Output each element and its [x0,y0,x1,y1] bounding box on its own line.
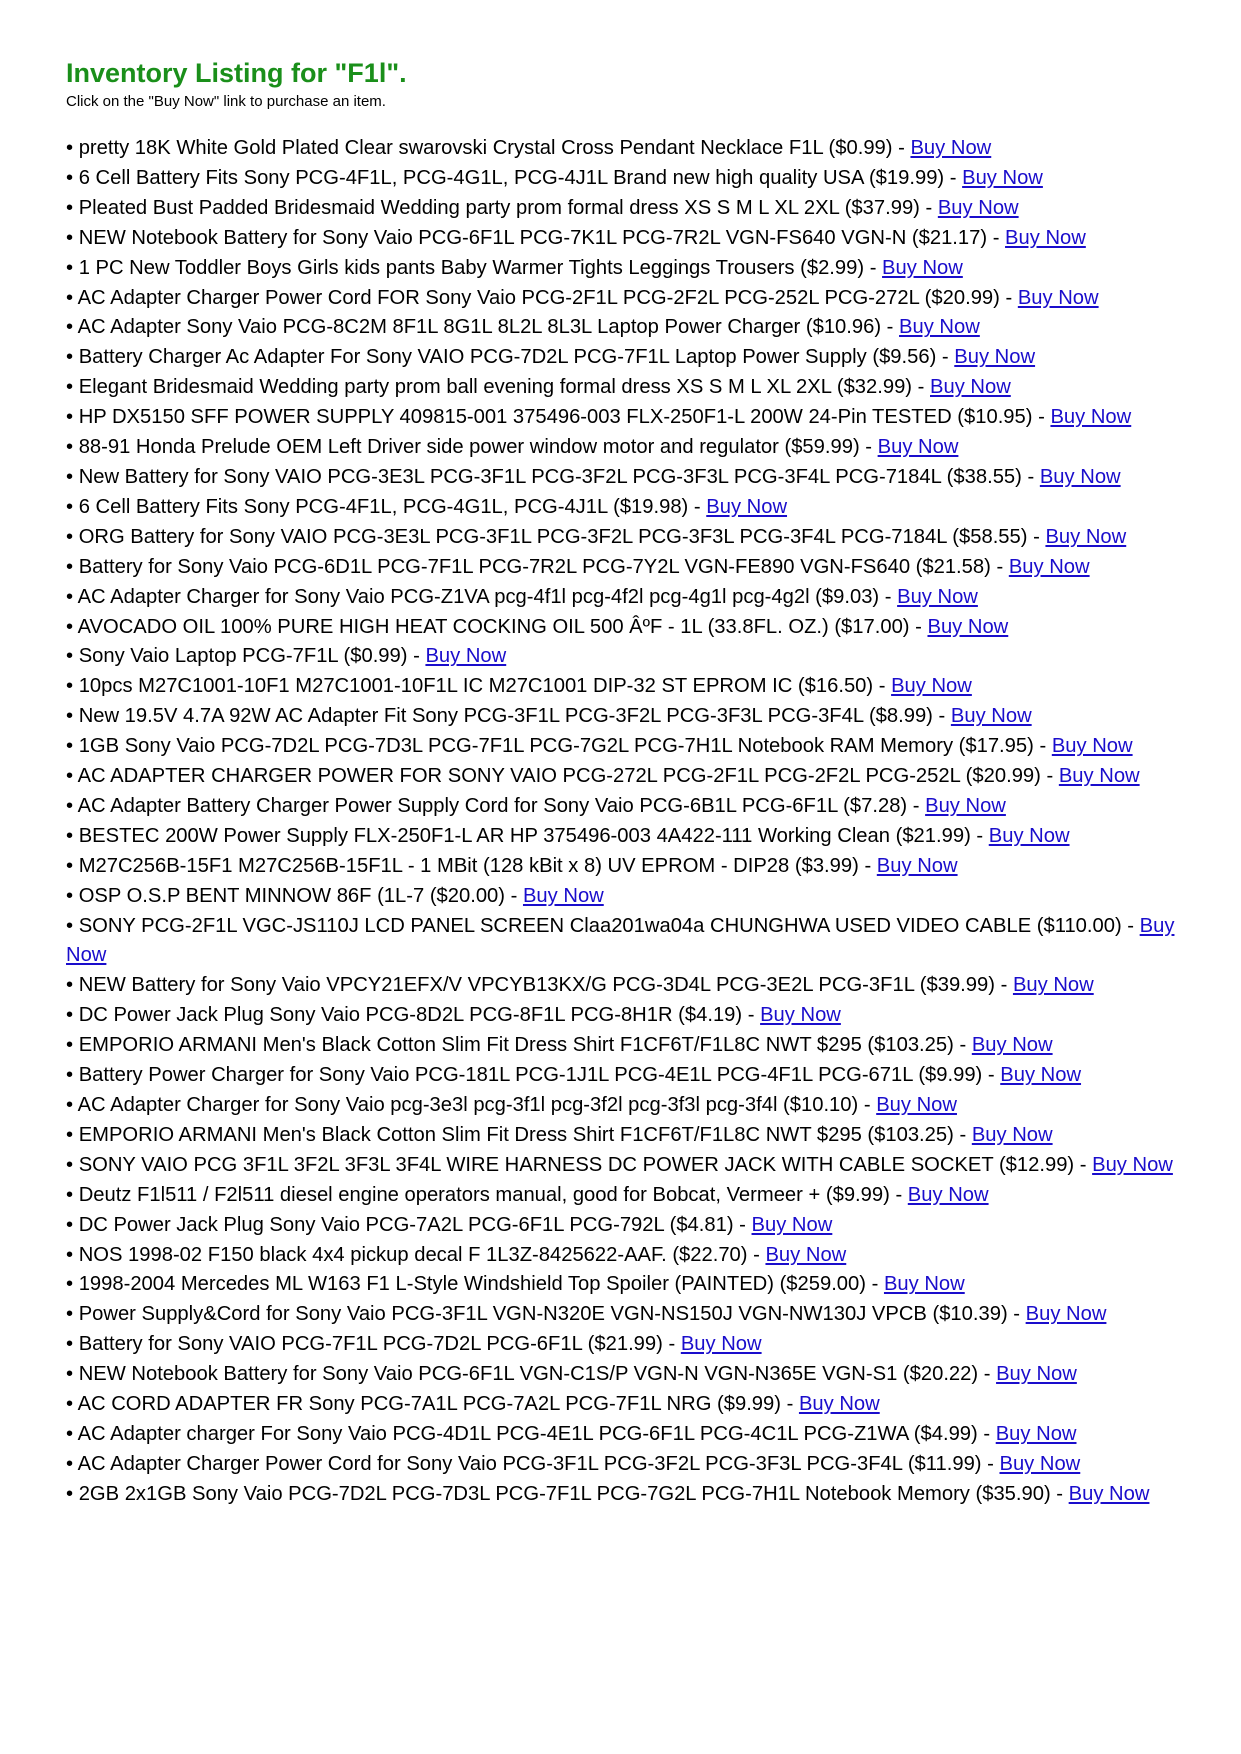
buy-now-link[interactable]: Buy Now [680,1333,762,1356]
list-item [66,1031,1186,1061]
item-description: 6 Cell Battery Fits Sony PCG-4F1L, PCG-4G1L, PCG-4J1L Brand new high quality USA ($19.99) [78,166,945,189]
buy-now-link[interactable]: Buy Now [1012,974,1094,997]
item-description: AVOCADO OIL 100% PURE HIGH HEAT COCKING OIL 500 ÂºF - 1L (33.8FL. OZ.) ($17.00) [77,615,910,638]
buy-now-link[interactable]: Buy Now [899,316,980,339]
buy-now-link[interactable]: Buy Now [876,1094,957,1116]
bullet: • [66,1363,74,1386]
separator: - [990,555,1009,578]
separator: - [936,346,955,369]
list-item [66,642,1186,672]
separator: - [873,675,892,698]
buy-now-link[interactable]: Buy Now [950,705,1032,728]
item-description: 88-91 Honda Prelude OEM Left Driver side power window motor and regulator ($59.99) [78,436,860,459]
list-item [66,762,1186,792]
item-description: SONY PCG-2F1L VGC-JS110J LCD PANEL SCREEN Claa201wa04a CHUNGHWA USED VIDEO CABLE ($110.00) [78,914,1122,937]
list-item [66,1480,1186,1510]
buy-now-link[interactable]: Buy Now [988,824,1070,847]
list-item [66,1151,1186,1181]
separator: - [970,824,989,847]
separator: - [1032,406,1051,429]
separator: - [688,495,707,518]
item-description: HP DX5150 SFF POWER SUPPLY 409815-001 375496-003 FLX-250F1-L 200W 24-Pin TESTED ($10.95) [78,406,1033,429]
buy-now-link[interactable]: Buy Now [1005,226,1086,249]
buy-now-link[interactable]: Buy Now [425,645,507,668]
separator: - [879,585,898,608]
bullet: • [66,286,74,309]
buy-now-link[interactable]: Buy Now [877,436,959,459]
buy-now-link[interactable]: Buy Now [1039,465,1121,488]
bullet: • [66,1333,74,1356]
buy-now-link[interactable]: Buy Now [1000,1064,1082,1087]
buy-now-link[interactable]: Buy Now [907,1183,989,1206]
buy-now-link[interactable]: Buy Now [1008,555,1090,578]
list-item [66,284,1186,314]
item-description: pretty 18K White Gold Plated Clear swarovski Crystal Cross Pendant Necklace F1L ($0.99) [78,137,893,159]
bullet: • [66,226,74,249]
separator: - [733,1213,752,1236]
buy-now-link[interactable]: Buy Now [760,1004,841,1027]
list-item [66,343,1186,373]
item-description: EMPORIO ARMANI Men's Black Cotton Slim Fit Dress Shirt F1CF6T/F1L8C NWT $295 ($103.25) [78,1034,954,1057]
item-description: 2GB 2x1GB Sony Vaio PCG-7D2L PCG-7D3L PCG-7F1L PCG-7G2L PCG-7H1L Notebook Memory ($35.90) [78,1482,1051,1505]
bullet: • [66,1243,74,1266]
item-description: Battery for Sony VAIO PCG-7F1L PCG-7D2L PCG-6F1L ($21.99) [78,1333,663,1356]
separator: - [907,794,926,817]
list-item [66,433,1186,463]
buy-now-link[interactable]: Buy Now [798,1393,880,1416]
item-description: 6 Cell Battery Fits Sony PCG-4F1L, PCG-4G1L, PCG-4J1L ($19.98) [78,495,689,518]
bullet: • [66,346,74,369]
list-item [66,1181,1186,1211]
item-description: Elegant Bridesmaid Wedding party prom ball evening formal dress XS S M L XL 2XL ($32.99) [78,376,913,399]
list-item [66,1450,1186,1480]
bullet: • [66,914,74,937]
bullet: • [66,166,74,189]
page-title: Inventory Listing for "F1l". [66,58,407,88]
list-item [66,1390,1186,1420]
buy-now-link[interactable]: Buy Now [66,914,1175,967]
list-item [66,553,1186,583]
buy-now-link[interactable]: Buy Now [962,166,1043,189]
list-item [66,164,1186,194]
list-item [66,373,1186,403]
separator: - [742,1004,761,1027]
separator: - [407,645,426,668]
separator: - [953,1123,972,1146]
bullet: • [66,1303,74,1326]
buy-now-link[interactable]: Buy Now [1068,1482,1150,1505]
buy-now-link[interactable]: Buy Now [1045,525,1127,548]
bullet: • [66,376,74,399]
buy-now-link[interactable]: Buy Now [954,346,1036,369]
list-item [66,1061,1186,1091]
bullet: • [66,824,74,847]
list-item [66,1300,1186,1330]
separator: - [1074,1153,1093,1176]
separator: - [994,974,1013,997]
bullet: • [66,1213,74,1236]
item-description: AC Adapter Sony Vaio PCG-8C2M 8F1L 8G1L 8L2L 8L3L Laptop Power Charger ($10.96) [77,316,882,339]
item-description: Pleated Bust Padded Bridesmaid Wedding party prom formal dress XS S M L XL 2XL ($37.99) [78,196,920,219]
bullet: • [66,884,74,907]
separator: - [780,1393,799,1416]
bullet: • [66,1482,74,1505]
separator: - [999,286,1018,309]
bullet: • [66,256,74,279]
item-description: Battery Power Charger for Sony Vaio PCG-181L PCG-1J1L PCG-4E1L PCG-4F1L PCG-671L ($9.99) [78,1064,983,1087]
item-description: Battery for Sony Vaio PCG-6D1L PCG-7F1L PCG-7R2L PCG-7Y2L VGN-FE890 VGN-FS640 ($21.58) [78,555,991,578]
bullet: • [66,495,74,518]
separator: - [1121,914,1140,937]
list-item [66,613,1186,643]
separator: - [858,854,877,877]
list-item [66,1420,1186,1450]
item-description: Power Supply&Cord for Sony Vaio PCG-3F1L VGN-N320E VGN-NS150J VGN-NW130J VPCB ($10.39) [78,1303,1008,1326]
list-item [66,134,1186,164]
bullet: • [66,615,74,638]
separator: - [977,1422,996,1445]
separator: - [892,137,911,159]
list-item [66,523,1186,553]
buy-now-link[interactable]: Buy Now [891,675,972,698]
list-item [66,493,1186,523]
separator: - [987,226,1006,249]
buy-now-link[interactable]: Buy Now [1058,765,1140,788]
bullet: • [66,1273,74,1296]
separator: - [953,1034,972,1057]
bullet: • [66,436,74,459]
separator: - [944,166,963,189]
list-item [66,194,1186,224]
list-item [66,254,1186,284]
item-description: 10pcs M27C1001-10F1 M27C1001-10F1L IC M27C1001 DIP-32 ST EPROM IC ($16.50) [78,675,874,698]
bullet: • [66,585,74,608]
list-item [66,672,1186,702]
bullet: • [66,794,74,817]
list-item [66,1270,1186,1300]
buy-now-link[interactable]: Buy Now [995,1422,1077,1445]
page-subtitle: Click on the "Buy Now" link to purchase an item. [66,93,386,110]
list-item [66,1091,1186,1121]
list-item [66,822,1186,852]
item-description: New Battery for Sony VAIO PCG-3E3L PCG-3F1L PCG-3F2L PCG-3F3L PCG-3F4L PCG-7184L ($38.55) [78,465,1022,488]
buy-now-link[interactable]: Buy Now [706,495,788,518]
list-item [66,1360,1186,1390]
item-description: AC CORD ADAPTER FR Sony PCG-7A1L PCG-7A2L PCG-7F1L NRG ($9.99) [77,1393,781,1416]
bullet: • [66,735,74,758]
list-item [66,1241,1186,1271]
buy-now-link[interactable]: Buy Now [897,585,978,608]
bullet: • [66,854,74,877]
item-description: Deutz F1l511 / F2l511 diesel engine operators manual, good for Bobcat, Vermeer + ($9.99) [78,1183,890,1206]
buy-now-link[interactable]: Buy Now [1050,406,1132,429]
separator: - [864,256,883,279]
list-item [66,1121,1186,1151]
bullet: • [66,675,74,698]
separator: - [747,1243,766,1266]
buy-now-link[interactable]: Buy Now [522,884,604,907]
separator: - [932,705,951,728]
buy-now-link[interactable]: Buy Now [937,196,1019,219]
item-description: NEW Notebook Battery for Sony Vaio PCG-6F1L VGN-C1S/P VGN-N VGN-N365E VGN-S1 ($20.22) [78,1363,979,1386]
separator: - [1021,465,1040,488]
separator: - [1040,765,1059,788]
item-description: AC Adapter Charger for Sony Vaio pcg-3e3l pcg-3f1l pcg-3f2l pcg-3f3l pcg-3f4l ($10.10) [77,1094,859,1116]
bullet: • [66,1452,74,1475]
list-item [66,882,1186,912]
buy-now-link[interactable]: Buy Now [765,1243,847,1266]
buy-now-link[interactable]: Buy Now [882,256,963,279]
item-description: NEW Battery for Sony Vaio VPCY21EFX/V VPCYB13KX/G PCG-3D4L PCG-3E2L PCG-3F1L ($39.99) [78,974,995,997]
bullet: • [66,1393,74,1416]
item-description: 1998-2004 Mercedes ML W163 F1 L-Style Windshield Top Spoiler (PAINTED) ($259.00) [78,1273,866,1296]
bullet: • [66,196,74,219]
bullet: • [66,705,74,728]
item-description: 1 PC New Toddler Boys Girls kids pants Baby Warmer Tights Leggings Trousers ($2.99) [78,256,865,279]
item-description: OSP O.S.P BENT MINNOW 86F (1L-7 ($20.00) [78,884,506,907]
item-description: 1GB Sony Vaio PCG-7D2L PCG-7D3L PCG-7F1L PCG-7G2L PCG-7H1L Notebook RAM Memory ($17.95) [78,735,1034,758]
item-description: AC Adapter Charger Power Cord for Sony Vaio PCG-3F1L PCG-3F2L PCG-3F3L PCG-3F4L ($11.99) [77,1452,982,1475]
buy-now-link[interactable]: Buy Now [999,1452,1081,1475]
buy-now-link[interactable]: Buy Now [876,854,958,877]
separator: - [978,1363,997,1386]
item-description: ORG Battery for Sony VAIO PCG-3E3L PCG-3F1L PCG-3F2L PCG-3F3L PCG-3F4L PCG-7184L ($58.55) [78,525,1028,548]
bullet: • [66,1094,74,1116]
bullet: • [66,525,74,548]
buy-now-link[interactable]: Buy Now [1092,1153,1173,1176]
item-description: New 19.5V 4.7A 92W AC Adapter Fit Sony PCG-3F1L PCG-3F2L PCG-3F3L PCG-3F4L ($8.99) [78,705,933,728]
item-description: AC Adapter Charger for Sony Vaio PCG-Z1VA pcg-4f1l pcg-4f2l pcg-4g1l pcg-4g2l ($9.03) [77,585,880,608]
list-item [66,313,1186,343]
item-description: DC Power Jack Plug Sony Vaio PCG-7A2L PCG-6F1L PCG-792L ($4.81) [78,1213,734,1236]
separator: - [859,436,878,459]
inventory-list [66,134,1186,1510]
list-item [66,702,1186,732]
separator: - [881,316,900,339]
list-item [66,792,1186,822]
bullet: • [66,406,74,429]
list-item [66,1001,1186,1031]
separator: - [662,1333,681,1356]
buy-now-link[interactable]: Buy Now [1017,286,1099,309]
bullet: • [66,1034,74,1057]
buy-now-link[interactable]: Buy Now [971,1034,1053,1057]
separator: - [1027,525,1046,548]
list-item [66,1211,1186,1241]
bullet: • [66,316,74,339]
bullet: • [66,555,74,578]
bullet: • [66,1004,74,1027]
item-description: Sony Vaio Laptop PCG-7F1L ($0.99) [78,645,408,668]
list-item [66,1330,1186,1360]
item-description: NOS 1998-02 F150 black 4x4 pickup decal F 1L3Z-8425622-AAF. ($22.70) [78,1243,748,1266]
separator: - [866,1273,884,1296]
buy-now-link[interactable]: Buy Now [883,1273,965,1296]
bullet: • [66,1153,74,1176]
list-item [66,971,1186,1001]
buy-now-link[interactable]: Buy Now [1025,1303,1107,1326]
item-description: AC ADAPTER CHARGER POWER FOR SONY VAIO PCG-272L PCG-2F1L PCG-2F2L PCG-252L ($20.99) [77,765,1041,788]
item-description: DC Power Jack Plug Sony Vaio PCG-8D2L PCG-8F1L PCG-8H1R ($4.19) [78,1004,743,1027]
buy-now-link[interactable]: Buy Now [927,615,1009,638]
bullet: • [66,1123,74,1146]
item-description: AC Adapter charger For Sony Vaio PCG-4D1L PCG-4E1L PCG-6F1L PCG-4C1L PCG-Z1WA ($4.99) [77,1422,978,1445]
buy-now-link[interactable]: Buy Now [910,137,992,159]
item-description: Battery Charger Ac Adapter For Sony VAIO PCG-7D2L PCG-7F1L Laptop Power Supply ($9.56) [78,346,937,369]
item-description: SONY VAIO PCG 3F1L 3F2L 3F3L 3F4L WIRE HARNESS DC POWER JACK WITH CABLE SOCKET ($12.99) [78,1153,1075,1176]
separator: - [1050,1482,1069,1505]
separator: - [858,1094,877,1116]
buy-now-link[interactable]: Buy Now [971,1123,1053,1146]
item-description: EMPORIO ARMANI Men's Black Cotton Slim Fit Dress Shirt F1CF6T/F1L8C NWT $295 ($103.25) [78,1123,954,1146]
buy-now-link[interactable]: Buy Now [930,376,1011,399]
bullet: • [66,1064,74,1087]
separator: - [982,1064,1001,1087]
bullet: • [66,465,74,488]
separator: - [505,884,523,907]
list-item [66,732,1186,762]
buy-now-link[interactable]: Buy Now [751,1213,833,1236]
list-item [66,224,1186,254]
separator: - [889,1183,908,1206]
bullet: • [66,1183,74,1206]
separator: - [1033,735,1052,758]
list-item [66,463,1186,493]
list-item [66,583,1186,613]
bullet: • [66,765,74,788]
item-description: BESTEC 200W Power Supply FLX-250F1-L AR HP 375496-003 4A422-111 Working Clean ($21.99) [78,824,971,847]
bullet: • [66,1422,74,1445]
bullet: • [66,645,74,668]
list-item [66,852,1186,882]
separator: - [981,1452,1000,1475]
separator: - [909,615,928,638]
item-description: AC Adapter Charger Power Cord FOR Sony Vaio PCG-2F1L PCG-2F2L PCG-252L PCG-272L ($20.99) [77,286,1000,309]
item-description: AC Adapter Battery Charger Power Supply Cord for Sony Vaio PCG-6B1L PCG-6F1L ($7.28) [77,794,908,817]
buy-now-link[interactable]: Buy Now [1051,735,1133,758]
item-description: NEW Notebook Battery for Sony Vaio PCG-6F1L PCG-7K1L PCG-7R2L VGN-FS640 VGN-N ($21.17) [78,226,988,249]
separator: - [912,376,930,399]
item-description: M27C256B-15F1 M27C256B-15F1L - 1 MBit (128 kBit x 8) UV EPROM - DIP28 ($3.99) [78,854,859,877]
list-item [66,403,1186,433]
separator: - [919,196,938,219]
inventory-page [66,56,1186,1510]
bullet: • [66,974,74,997]
buy-now-link[interactable]: Buy Now [925,794,1006,817]
bullet: • [66,137,74,159]
list-item [66,912,1186,972]
separator: - [1007,1303,1026,1326]
buy-now-link[interactable]: Buy Now [996,1363,1077,1386]
